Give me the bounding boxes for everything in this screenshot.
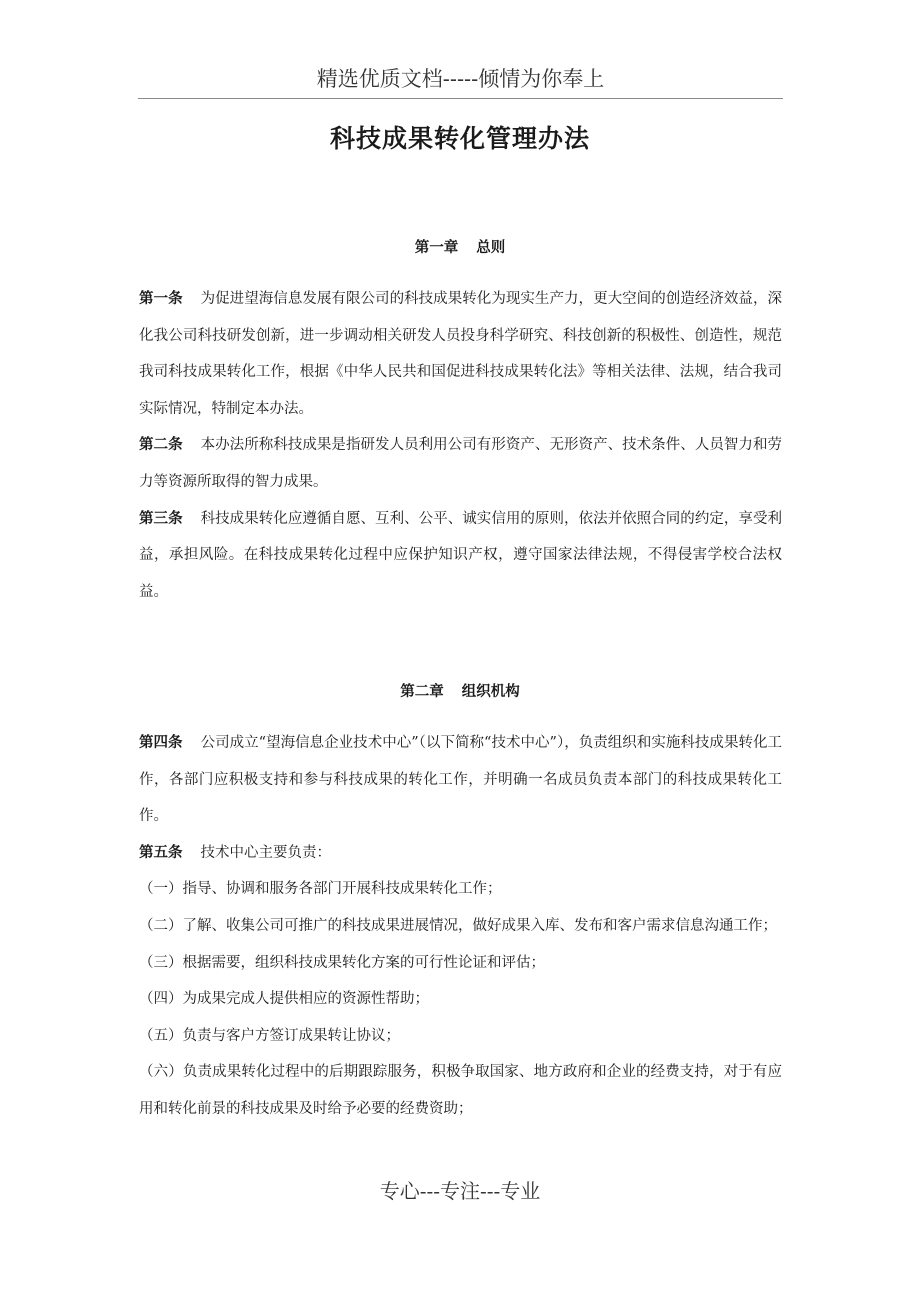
article-4 (139, 725, 782, 835)
article-text: 技术中心主要负责： (200, 844, 331, 861)
document-title: 科技成果转化管理办法 (329, 124, 590, 153)
article-3 (139, 501, 782, 611)
article-label: 第一条 (139, 290, 183, 307)
article-label: 第四条 (139, 734, 183, 751)
article-2 (139, 427, 782, 500)
list-item: （二）了解、收集公司可推广的科技成果进展情况，做好成果入库、发布和客户需求信息沟通工作； (139, 917, 777, 934)
article-label: 第二条 (139, 436, 183, 454)
list-item: （五）负责与客户方签订成果转让协议； (139, 1027, 400, 1044)
article-text: 公司成立“望海信息企业技术中心”（以下简称“技术中心”），负责组织和实施科技成果转化工作，各部门应积极支持和参与科技成果的转化工作，并明确一名成员负责本部门的科技成果转化工作。 (139, 735, 782, 825)
chapter-1-body (139, 281, 782, 610)
list-item: （四）为成果完成人提供相应的资源性帮助； (139, 991, 429, 1008)
page-footer: 专心---专注---专业 (379, 1179, 541, 1203)
article-label: 第五条 (139, 843, 183, 861)
chapter-name: 总则 (476, 239, 506, 256)
article-text: 为促进望海信息发展有限公司的科技成果转化为现实生产力，更大空间的创造经济效益，深化我公司科技研发创新，进一步调动相关研发人员投身科学研究、科技创新的积极性、创造性，规范我司科技成果转化工作，根据《中华人民共和国促进科技成果转化法》等相关法律、法规，结合我司实际情况，特制定本办法。 (139, 291, 782, 417)
article-label: 第三条 (139, 509, 183, 527)
article-text: 科技成果转化应遵循自愿、互利、公平、诚实信用的原则，依法并依照合同的约定，享受利益，承担风险。在科技成果转化过程中应保护知识产权，遵守国家法律法规，不得侵害学校合法权益。 (139, 510, 782, 600)
list-item: （六）负责成果转化过程中的后期跟踪服务，积极争取国家、地方政府和企业的经费支持，对于有应用和转化前景的科技成果及时给予必要的经费资助； (139, 1064, 782, 1117)
chapter-name: 组织机构 (461, 683, 520, 700)
header-text: 精选优质文档-----倾情为你奉上 (316, 67, 605, 91)
page-header (138, 62, 783, 99)
chapter-2-body (139, 725, 782, 1128)
chapter-heading-2 (0, 681, 920, 703)
chapter-number: 第二章 (400, 683, 444, 700)
article-text: 本办法所称科技成果是指研发人员利用公司有形资产、无形资产、技术条件、人员智力和劳力等资源所取得的智力成果。 (139, 437, 782, 490)
article-1 (139, 281, 782, 427)
list-item: （三）根据需要，组织科技成果转化方案的可行性论证和评估； (139, 954, 545, 971)
article-5 (139, 835, 782, 872)
chapter-heading-1 (0, 237, 920, 259)
list-item: （一）指导、协调和服务各部门开展科技成果转化工作； (139, 881, 502, 898)
chapter-number: 第一章 (414, 239, 459, 256)
